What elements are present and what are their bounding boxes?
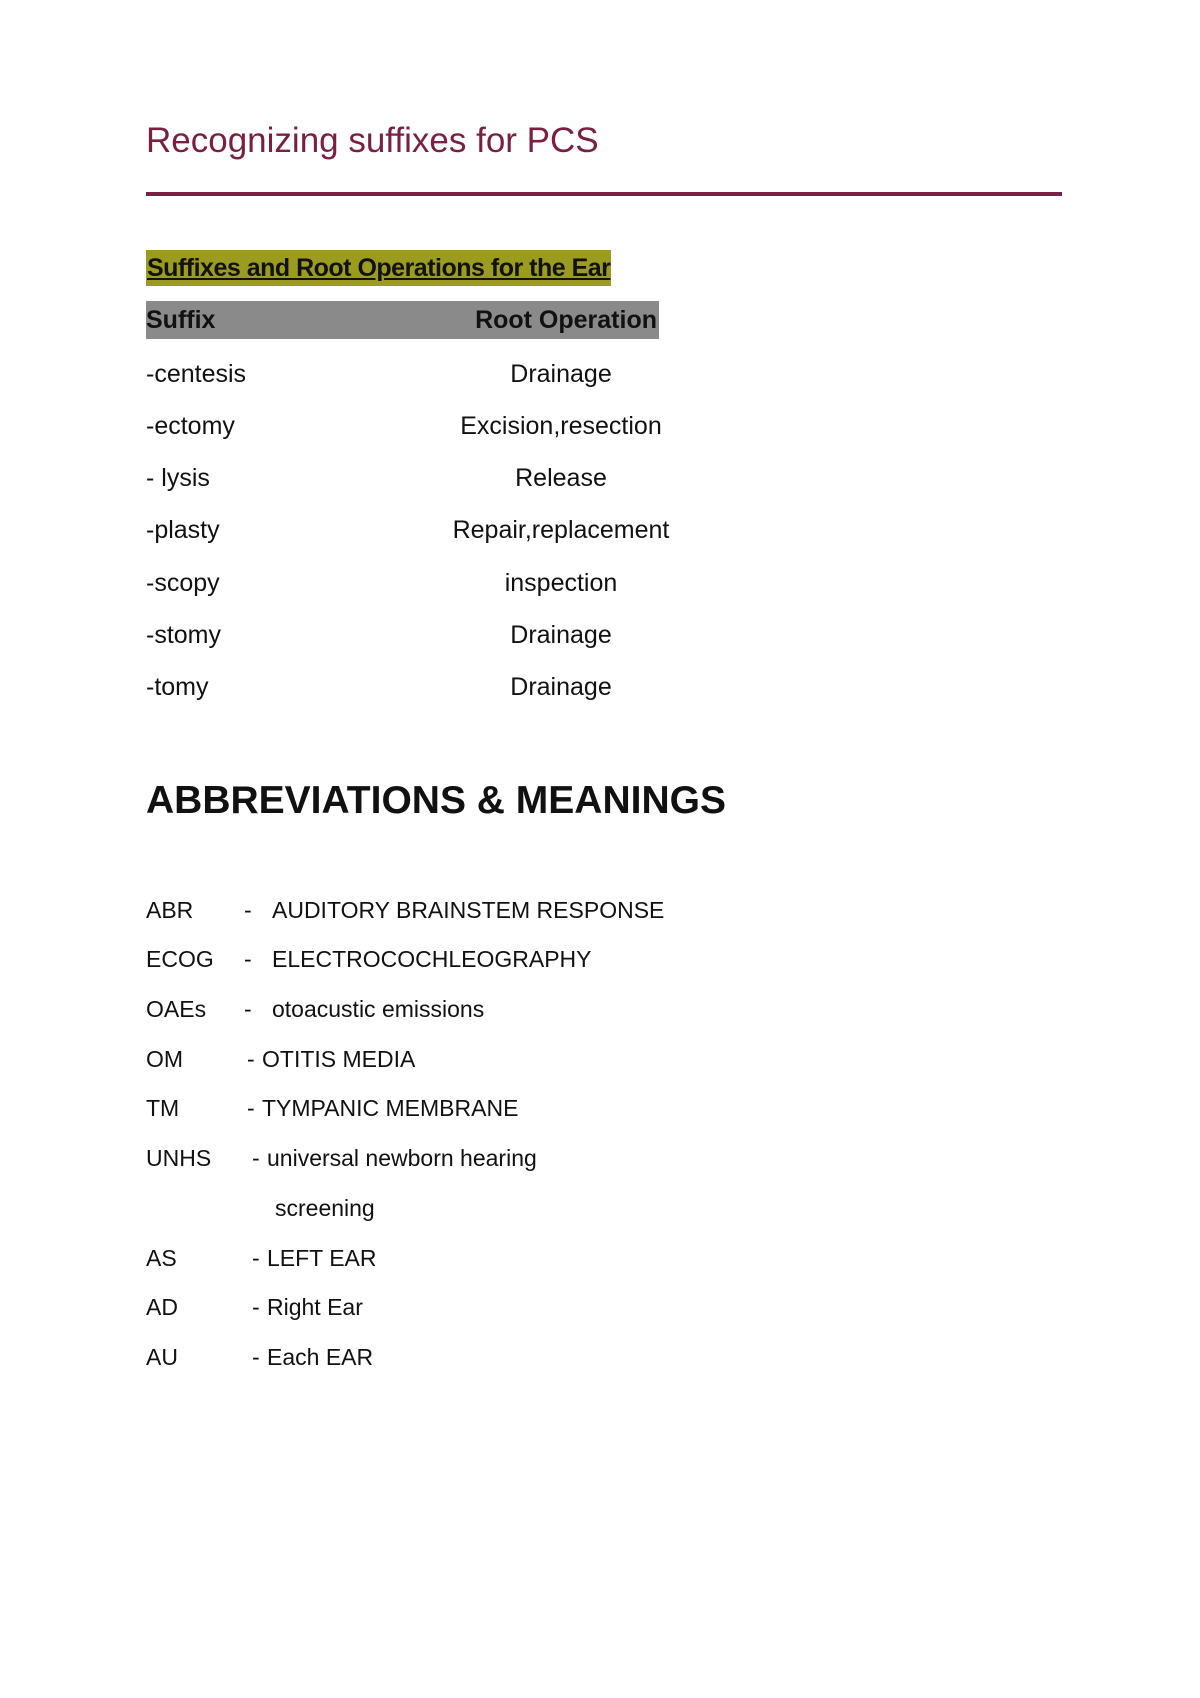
abbreviation-meaning: universal newborn hearing: [267, 1145, 537, 1171]
table-row: [146, 458, 706, 498]
abbreviation-row: [146, 1041, 846, 1077]
table-row: [146, 406, 706, 446]
column-header-root-operation: Root Operation: [475, 306, 657, 334]
abbreviation-row: [146, 1289, 846, 1325]
abbreviation-row: [146, 1339, 846, 1375]
suffix-table-header: [146, 301, 659, 339]
abbreviation-code: OAEs: [146, 996, 207, 1022]
abbreviation-code: TM: [146, 1095, 180, 1121]
column-header-suffix: Suffix: [146, 306, 216, 334]
abbreviation-dash: -: [244, 946, 252, 972]
operation-cell: Drainage: [510, 673, 612, 701]
operation-cell: Release: [515, 464, 607, 492]
suffix-cell: -centesis: [146, 360, 247, 388]
abbreviation-meaning: LEFT EAR: [267, 1245, 377, 1271]
abbreviation-code: ECOG: [146, 946, 214, 972]
abbreviation-code: UNHS: [146, 1145, 212, 1171]
abbreviation-meaning: TYMPANIC MEMBRANE: [262, 1095, 519, 1121]
operation-cell: inspection: [504, 569, 618, 597]
abbreviation-meaning: AUDITORY BRAINSTEM RESPONSE: [272, 897, 665, 923]
table-row: [146, 667, 706, 707]
abbreviation-code: AD: [146, 1294, 178, 1320]
operation-cell: Drainage: [510, 621, 612, 649]
abbreviation-meaning: Right Ear: [267, 1294, 363, 1320]
abbreviation-meaning: OTITIS MEDIA: [262, 1046, 416, 1072]
table-row: [146, 354, 706, 394]
abbreviation-dash: -: [244, 996, 252, 1022]
table-row: [146, 563, 706, 603]
abbreviation-meaning: screening: [275, 1195, 375, 1221]
abbreviation-dash: -: [252, 1294, 260, 1320]
table-row: [146, 510, 706, 550]
abbreviation-dash: -: [252, 1145, 260, 1171]
abbreviation-code: AU: [146, 1344, 178, 1370]
suffix-cell: -plasty: [146, 516, 220, 544]
abbreviation-row: [146, 892, 846, 928]
suffix-cell: -stomy: [146, 621, 221, 649]
abbreviation-dash: -: [252, 1245, 260, 1271]
operation-cell: Repair,replacement: [452, 516, 670, 544]
page-title: Recognizing suffixes for PCS: [146, 121, 599, 160]
abbreviation-row: [146, 991, 846, 1027]
abbreviation-dash: -: [252, 1344, 260, 1370]
suffix-cell: -tomy: [146, 673, 209, 701]
abbreviation-code: AS: [146, 1245, 177, 1271]
abbreviations-heading: ABBREVIATIONS & MEANINGS: [146, 779, 726, 822]
operation-cell: Drainage: [510, 360, 612, 388]
abbreviation-meaning: Each EAR: [267, 1344, 374, 1370]
operation-cell: Excision,resection: [460, 412, 662, 440]
suffix-cell: -ectomy: [146, 412, 235, 440]
abbreviation-row: [146, 1240, 846, 1276]
abbreviation-row-continued: [146, 1190, 846, 1226]
abbreviation-row: [146, 941, 846, 977]
table-row: [146, 615, 706, 655]
abbreviation-meaning: otoacustic emissions: [272, 996, 485, 1022]
suffix-cell: -scopy: [146, 569, 220, 597]
section-heading: Suffixes and Root Operations for the Ear: [146, 250, 611, 286]
abbreviation-row: [146, 1090, 846, 1126]
abbreviation-code: ABR: [146, 897, 194, 923]
title-divider: [146, 192, 1062, 196]
suffix-cell: - lysis: [146, 464, 210, 492]
abbreviation-dash: -: [244, 897, 252, 923]
abbreviation-row: [146, 1140, 846, 1176]
abbreviation-dash: -: [247, 1046, 255, 1072]
abbreviation-code: OM: [146, 1046, 184, 1072]
abbreviation-meaning: ELECTROCOCHLEOGRAPHY: [272, 946, 592, 972]
abbreviation-dash: -: [247, 1095, 255, 1121]
